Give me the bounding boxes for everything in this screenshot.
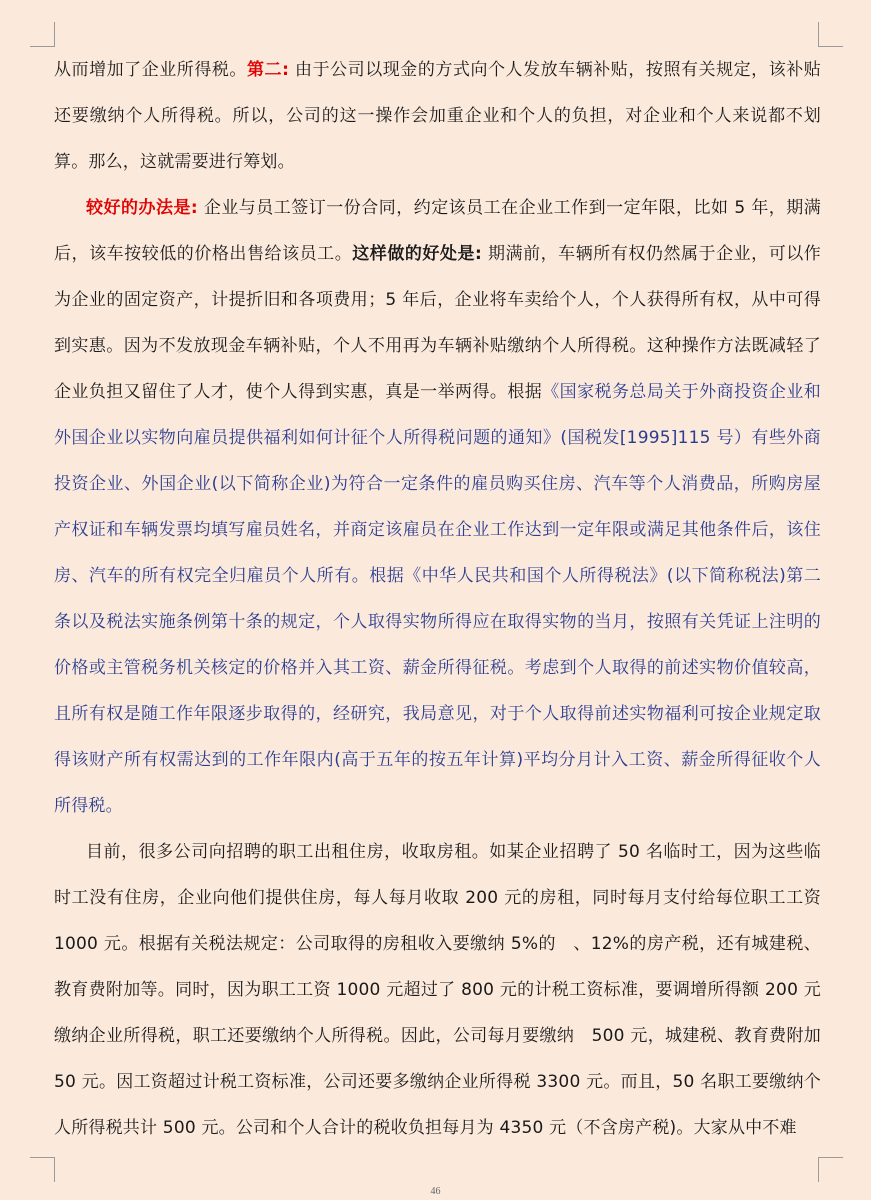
paragraph-1-text-b: 由于公司以现金的方式向个人发放车辆补贴，按照有关规定，该补贴还要缴纳个人所得税。所以，公司的这一操作会加重企业和个人的负担，对企业和个人来说都不划算。那么，这就需要进行筹划。 [54, 60, 821, 172]
crop-mark-top-right [818, 22, 843, 47]
crop-mark-bottom-left [30, 1157, 55, 1182]
crop-mark-top-left [30, 22, 55, 47]
paragraph-1-text-a: 从而增加了企业所得税。 [54, 60, 247, 80]
paragraph-3-text: 目前，很多公司向招聘的职工出租住房，收取房租。如某企业招聘了 50 名临时工，因为这些临时工没有住房，企业向他们提供住房，每人每月收取 200 元的房租，同时每月支付给每位职工工资 1000 元。根据有关税法规定：公司取得的房租收入要缴纳 5%的 、12%的房产税，还有城建税、教育费附加等。同时，因为职工工资 1000 元超过了 800 元的计税工资标准，要调增所得额 200 元缴纳企业所得税，职工还要缴纳个人所得税。因此，公司每月要缴纳 500 元，城建税、教育费附加 50 元。因工资超过计税工资标准，公司还要多缴纳企业所得税 3300 元。而且，50 名职工要缴纳个人所得税共计 500 元。公司和个人合计的税收负担每月为 4350 元（不含房产税)。大家从中不难 [54, 842, 822, 1138]
crop-mark-bottom-right [818, 1157, 843, 1182]
label-better-method: 较好的办法是: [86, 198, 198, 218]
paragraph-3 [54, 829, 821, 1151]
paragraph-2-text-b: 期满前，车辆所有权仍然属于企业，可以作为企业的固定资产，计提折旧和各项费用；5 年后，企业将车卖给个人，个人获得所有权，从中可得到实惠。因为不发放现金车辆补贴，个人不用再为车辆补贴缴纳个人所得税。这种操作方法既减轻了企业负担又留住了人才，使个人得到实惠，真是一举两得。根据 [54, 244, 821, 402]
page-number: 46 [430, 1186, 441, 1197]
tax-notice-quote: 《国家税务总局关于外商投资企业和外国企业以实物向雇员提供福利如何计征个人所得税问题的通知》(国税发[1995]115 号）有些外商投资企业、外国企业(以下简称企业)为符合一定条件的雇员购买住房、汽车等个人消费品，所购房屋产权证和车辆发票均填写雇员姓名，并商定该雇员在企业工作达到一定年限或满足其他条件后，该住房、汽车的所有权完全归雇员个人所有。根据《中华人民共和国个人所得税法》(以下简称税法)第二条以及税法实施条例第十条的规定，个人取得实物所得应在取得实物的当月，按照有关凭证上注明的价格或主管税务机关核定的价格并入其工资、薪金所得征税。考虑到个人取得的前述实物价值较高，且所有权是随工作年限逐步取得的，经研究，我局意见，对于个人取得前述实物福利可按企业规定取得该财产所有权需达到的工作年限内(高于五年的按五年计算)平均分月计入工资、薪金所得征收个人所得税。 [54, 382, 821, 816]
paragraph-2-text-a: 企业与员工签订一份合同，约定该员工在企业工作到一定年限，比如 5 年，期满后，该车按较低的价格出售给该员工。 [54, 198, 821, 264]
paragraph-2 [54, 185, 821, 829]
page-body [54, 47, 821, 1151]
label-second: 第二: [246, 60, 290, 80]
label-benefit: 这样做的好处是: [352, 244, 483, 264]
paragraph-1 [54, 47, 821, 185]
